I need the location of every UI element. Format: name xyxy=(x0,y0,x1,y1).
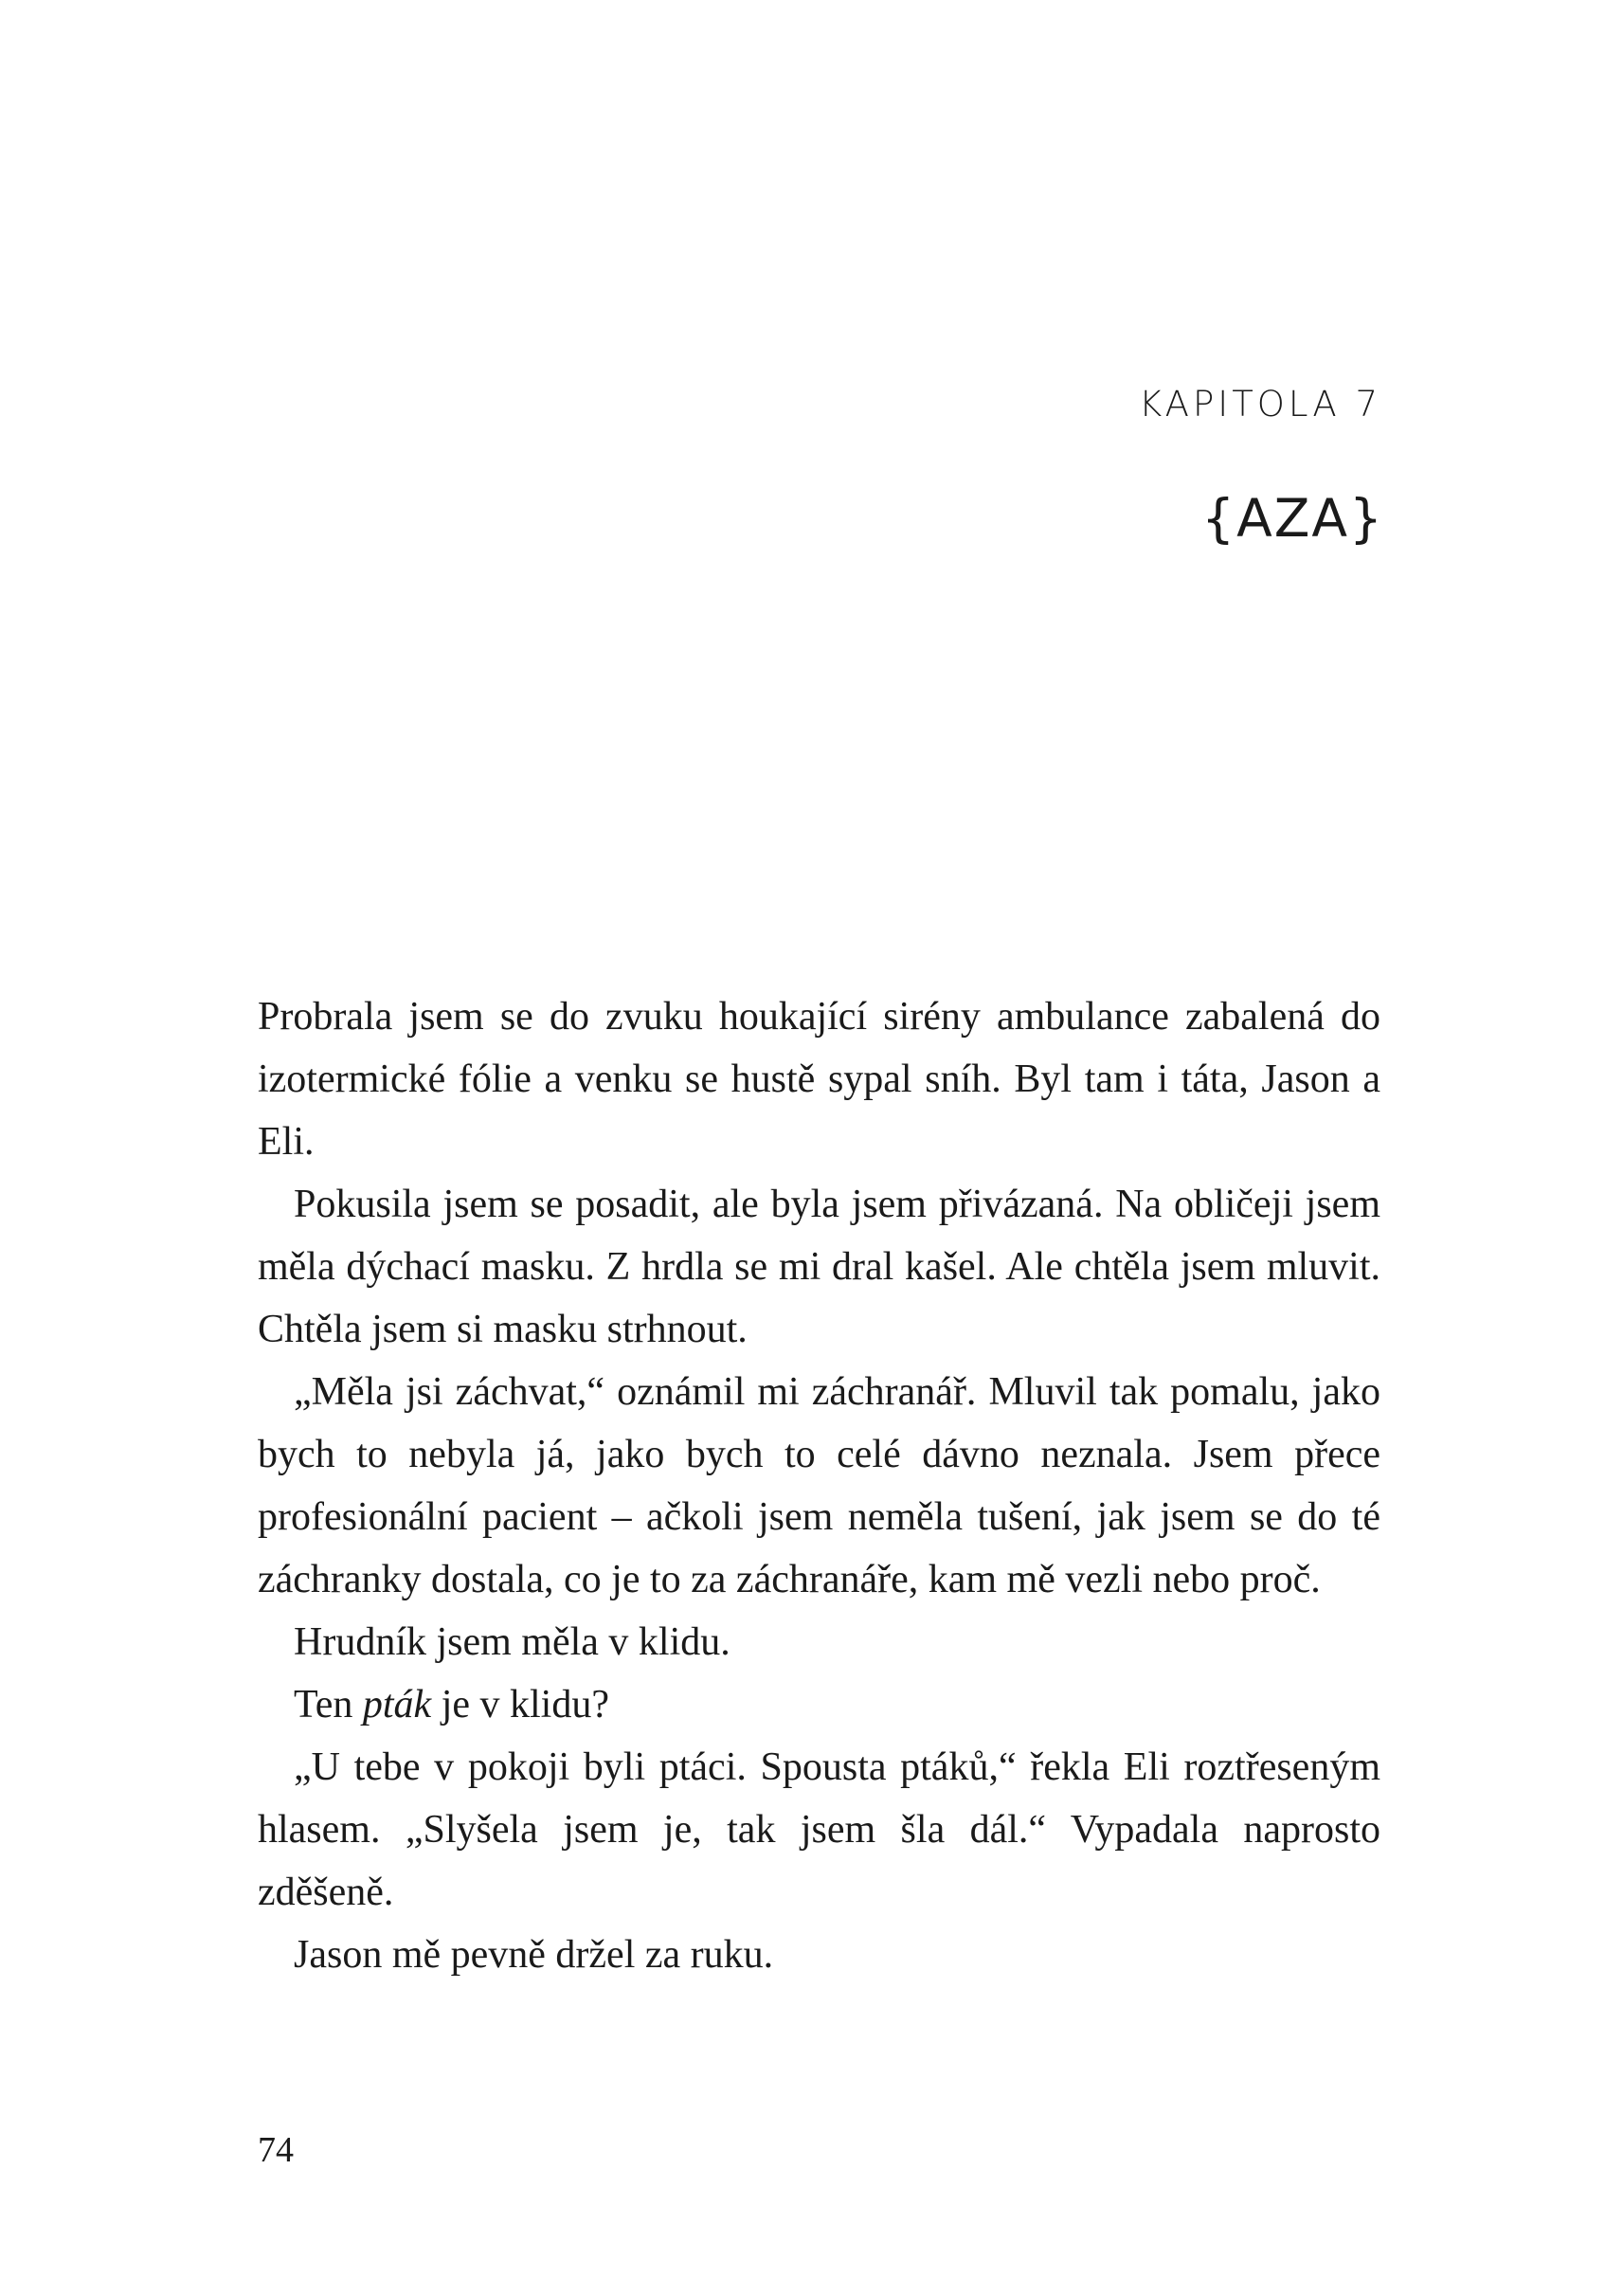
paragraph-text: Ten xyxy=(294,1683,363,1727)
paragraph: Hrudník jsem měla v klidu. xyxy=(294,1620,730,1664)
paragraph: Jason mě pevně držel za ruku. xyxy=(294,1933,774,1977)
emphasized-word: pták xyxy=(362,1683,432,1727)
paragraph: „Měla jsi záchvat,“ oznámil mi záchranář. Mluvil tak pomalu, jako bych to nebyla já, jako bych to celé dávno neznala. Jsem přece profesionální pacient – ačkoli jsem neměla tušení, jak jsem se do té záchranky dostala, co je to za záchranáře, kam mě vezli nebo proč. xyxy=(258,1370,1380,1601)
chapter-body xyxy=(258,985,1380,1986)
paragraph: Probrala jsem se do zvuku houkající sirény ambulance zabalená do izotermické fólie a venku se hustě sypal sníh. Byl tam i táta, Jason a Eli. xyxy=(258,995,1380,1164)
paragraph: „U tebe v pokoji byli ptáci. Spousta ptáků,“ řekla Eli roztřeseným hlasem. „Slyšela jsem je, tak jsem šla dál.“ Vypadala naprosto zděšeně. xyxy=(258,1745,1380,1914)
chapter-title: {AZA} xyxy=(1201,488,1384,549)
paragraph-text: je v klidu? xyxy=(431,1683,609,1727)
paragraph-with-emphasis xyxy=(258,1673,1380,1736)
paragraph: Pokusila jsem se posadit, ale byla jsem přivázaná. Na obličeji jsem měla dýchací masku. Z hrdla se mi dral kašel. Ale chtěla jsem mluvit. Chtěla jsem si masku strhnout. xyxy=(258,1183,1380,1351)
chapter-label: KAPITOLA 7 xyxy=(1139,384,1381,425)
page-number: 74 xyxy=(258,2130,294,2170)
